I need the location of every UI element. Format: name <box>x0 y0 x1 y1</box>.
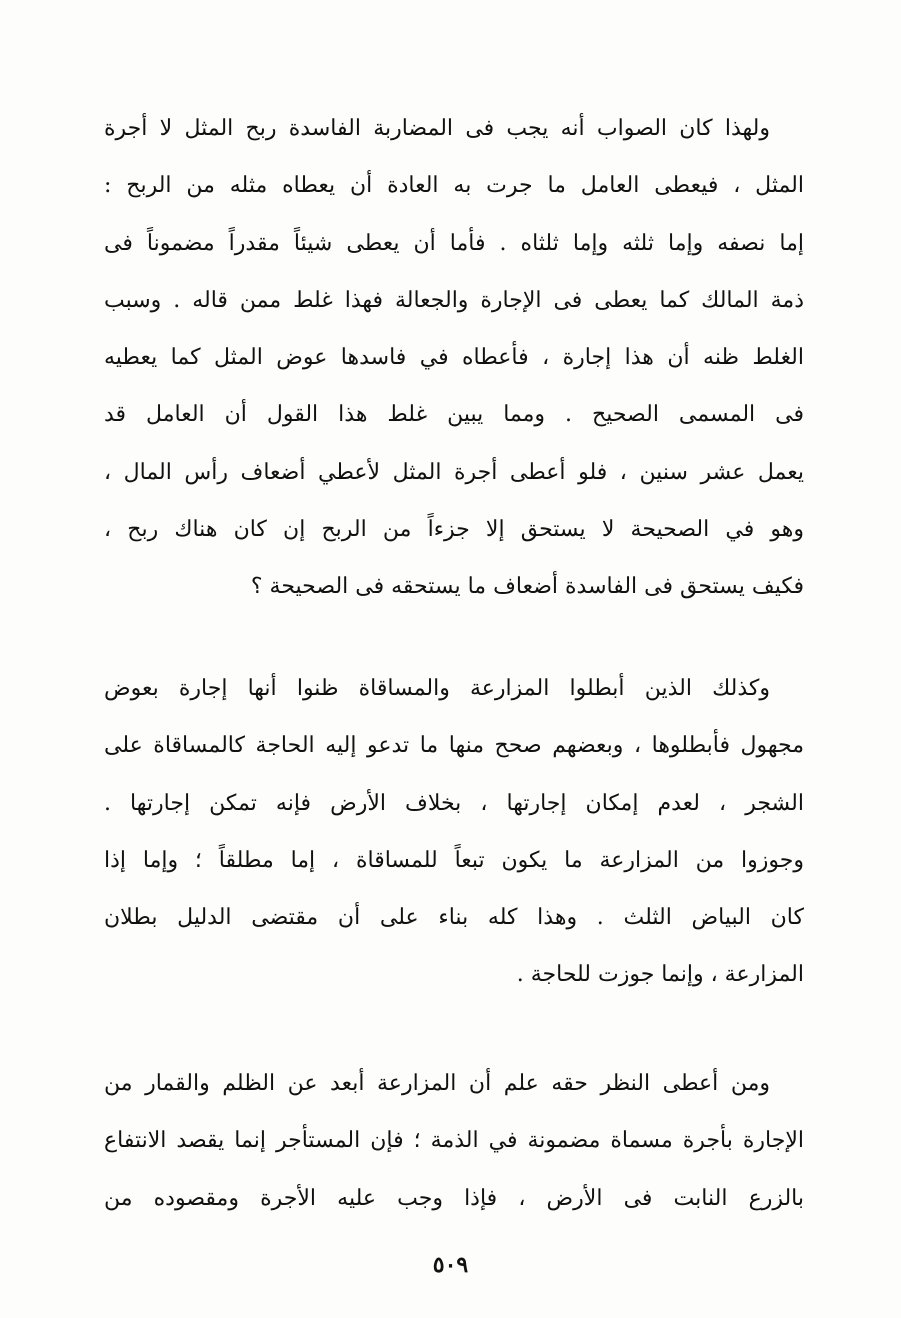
text-line: وهو في الصحيحة لا يستحق إلا جزءاً من الربح إن كان هناك ربح ، <box>104 517 804 543</box>
text-line: ذمة المالك كما يعطى فى الإجارة والجعالة فهذا غلط ممن قاله . وسبب <box>104 287 804 313</box>
text-line: كان البياض الثلث . وهذا كله بناء على أن مقتضى الدليل بطلان <box>104 905 804 931</box>
text-line: الشجر ، لعدم إمكان إجارتها ، بخلاف الأرض فإنه تمكن إجارتها . <box>104 790 804 816</box>
text-line: المزارعة ، وإنما جوزت للحاجة . <box>516 962 804 988</box>
text-line: المثل ، فيعطى العامل ما جرت به العادة أن يعطاه مثله من الربح : <box>104 173 804 199</box>
text-line: ولهذا كان الصواب أنه يجب فى المضاربة الفاسدة ربح المثل لا أجرة <box>104 116 770 141</box>
paragraph-3 <box>104 1055 804 1227</box>
text-line: وكذلك الذين أبطلوا المزارعة والمساقاة ظنوا أنها إجارة بعوض <box>104 676 770 701</box>
text-line: الغلط ظنه أن هذا إجارة ، فأعطاه في فاسدها عوض المثل كما يعطيه <box>104 345 804 371</box>
text-line: يعمل عشر سنين ، فلو أعطى أجرة المثل لأعطي أضعاف رأس المال ، <box>104 459 804 485</box>
paragraph-2 <box>104 660 804 1004</box>
text-line: وجوزوا من المزارعة ما يكون تبعاً للمساقاة ، إما مطلقاً ؛ وإما إذا <box>104 847 804 873</box>
paragraph-1 <box>104 100 804 616</box>
page-number: ٥٠٩ <box>432 1252 469 1278</box>
text-line: مجهول فأبطلوها ، وبعضهم صحح منها ما تدعو إليه الحاجة كالمساقاة على <box>104 733 804 759</box>
text-line: إما نصفه وإما ثلثه وإما ثلثاه . فأما أن يعطى شيئاً مقدراً مضموناً فى <box>104 230 804 256</box>
text-line: فكيف يستحق فى الفاسدة أضعاف ما يستحقه فى الصحيحة ؟ <box>250 574 804 600</box>
text-line: بالزرع النابت فى الأرض ، فإذا وجب عليه الأجرة ومقصوده من <box>104 1185 804 1211</box>
text-line: الإجارة بأجرة مسماة مضمونة في الذمة ؛ فإن المستأجر إنما يقصد الانتفاع <box>104 1128 804 1154</box>
text-line: فى المسمى الصحيح . ومما يبين غلط هذا القول أن العامل قد <box>104 402 804 428</box>
text-line: ومن أعطى النظر حقه علم أن المزارعة أبعد عن الظلم والقمار من <box>104 1071 770 1096</box>
